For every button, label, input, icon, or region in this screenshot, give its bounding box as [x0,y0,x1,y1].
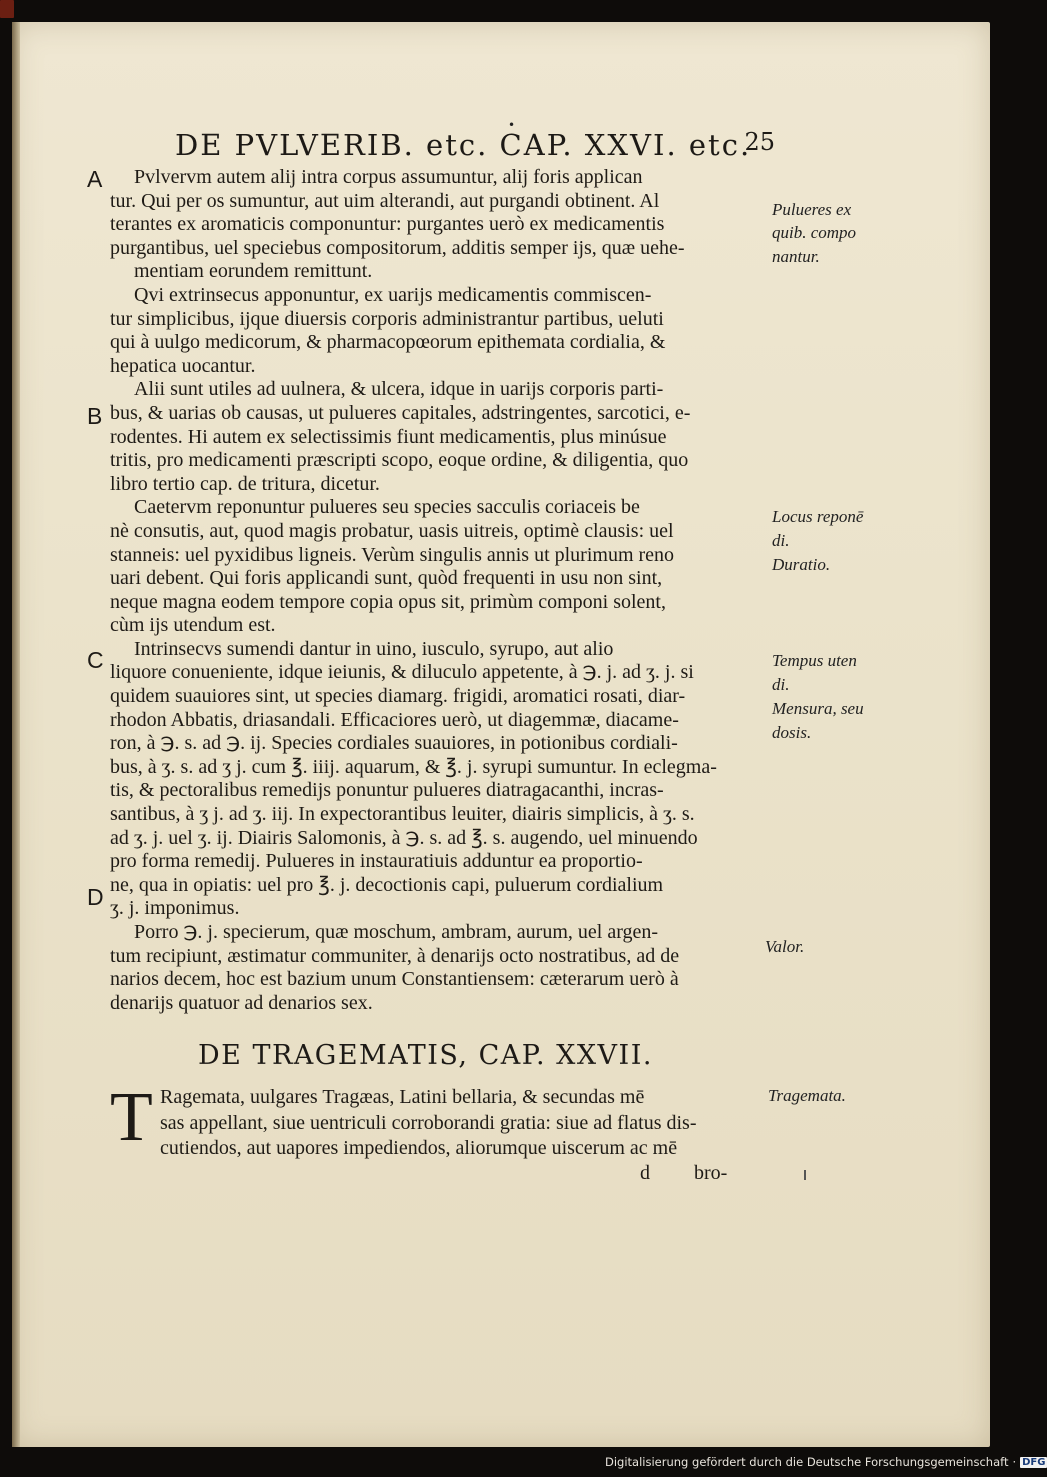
marginal-note: quib. compo [772,223,857,242]
body-line: stanneis: uel pyxidibus ligneis. Verùm singulis annis ut plurimum reno [110,543,675,566]
body-line: ron, à ℈. s. ad ℈. ij. Species cordiales suauiores, in potionibus cordiali- [110,732,678,755]
body-line: quidem suauiores sint, ut species diamarg. frigidi, aromatici rosati, diar- [110,685,686,708]
body-line: neque magna eodem tempore copia opus sit, primùm componi solent, [110,590,666,613]
marginal-note: di. [772,531,790,550]
chapter-line: Ragemata, uulgares Tragæas, Latini bellaria, & secundas mē [160,1086,645,1108]
body-line: Porro ℈. j. specierum, quæ moschum, ambram, aurum, uel argen- [134,921,659,943]
body-line: rodentes. Hi autem ex selectissimis fiunt medicamentis, plus minúsue [110,425,667,448]
chapter-line: sas appellant, siue uentriculi corroborandi gratia: siue ad flatus dis- [160,1111,697,1134]
body-line: bus, à ʒ. s. ad ʒ j. cum ℥. iiij. aquarum, & ℥. j. syrupi sumuntur. In eclegma- [110,755,717,778]
body-line: liquore conueniente, idque ieiunis, & diluculo appetente, à ℈. j. ad ʒ. j. si [110,661,694,684]
drop-cap: T [110,1079,153,1156]
corner-bookmark [0,0,14,18]
section-letter-b: B [87,403,103,429]
marginal-note: Tragemata. [768,1086,846,1105]
body-line: tum recipiunt, æstimatur communiter, à denarijs octo nostratibus, ad de [110,944,680,967]
body-line: terantes ex aromaticis componuntur: purgantes uerò ex medicamentis [110,213,665,236]
chapter-heading: DE TRAGEMATIS, CAP. XXVII. [198,1040,653,1071]
running-header [175,128,775,168]
section-letter-d: D [87,884,104,910]
body-line: tritis, pro medicamenti præscripti scopo, eoque ordine, & diligentia, quo [110,449,689,472]
footer-text: Digitalisierung gefördert durch die Deutsche Forschungsgemeinschaft [605,1455,1009,1469]
body-line: ʒ. j. imponimus. [110,897,240,920]
body-line: Qvi extrinsecus apponuntur, ex uarijs medicamentis commiscen- [134,283,652,306]
body-line: bus, & uarias ob causas, ut pulueres capitales, adstringentes, sarcotici, e- [110,401,691,424]
running-title: DE PVLVERIB. etc. CAP. XXVI. etc. [175,128,752,162]
page-spine-shadow [12,22,20,1447]
body-line: nè consutis, aut, quod magis probatur, uasis uitreis, optimè clausis: uel [110,519,674,542]
body-line: purgantibus, uel speciebus compositorum, additis semper ijs, quæ uehe- [110,236,685,259]
body-line: santibus, à ʒ j. ad ʒ. iij. In expectorantibus leuiter, diairis simplicis, à ʒ. s. [110,803,695,826]
body-line: Intrinsecvs sumendi dantur in uino, iusculo, syrupo, aut alio [134,637,614,660]
marginal-note: Pulueres ex [772,200,852,219]
body-line: ne, qua in opiatis: uel pro ℥. j. decoctionis capi, puluerum cordialium [110,873,664,896]
body-line: rhodon Abbatis, driasandali. Efficaciores uerò, ut diagemmæ, diacame- [110,708,679,731]
body-line: tur. Qui per os sumuntur, aut uim alterandi, aut purgandi obtinent. Al [110,189,660,212]
body-line: tis, & pectoralibus remedijs ponuntur pulueres diatragacanthi, incras- [110,779,664,802]
marginal-note: Duratio. [772,555,831,574]
marginal-note: nantur. [772,247,820,266]
digitization-footer [605,1452,1046,1472]
body-line: mentiam eorundem remittunt. [134,260,373,283]
footer-separator: · [1012,1455,1017,1469]
ink-mark [804,1170,806,1180]
body-line: Pvlvervm autem alij intra corpus assumuntur, alij foris applican [134,166,643,188]
marginal-note: Tempus uten [772,651,857,670]
header-dot: • [508,118,516,132]
body-line: denarijs quatuor ad denarios sex. [110,991,373,1014]
marginal-note: Locus reponē [772,507,864,526]
marginal-note: di. [772,675,790,694]
body-line: uari debent. Qui foris applicandi sunt, quòd frequenti in usu non sint, [110,567,663,590]
catchword: bro- [694,1162,728,1184]
body-line: Alii sunt utiles ad uulnera, & ulcera, idque in uarijs corporis parti- [134,378,664,401]
body-line: qui à uulgo medicorum, & pharmacopœorum epithemata cordialia, & [110,331,666,354]
dfg-logo: DFG [1022,1456,1046,1468]
body-text [110,166,775,1015]
section-letter-c: C [87,647,104,673]
chapter-text [110,1079,775,1162]
body-line: libro tertio cap. de tritura, dicetur. [110,472,380,495]
body-line: ad ʒ. j. uel ʒ. ij. Diairis Salomonis, à ℈. s. ad ℥. s. augendo, uel minuendo [110,826,698,849]
folio-number: 25 [744,128,775,156]
section-letter-a: A [87,166,103,192]
body-line: Caetervm reponuntur pulueres seu species sacculis coriaceis be [134,496,640,519]
body-line: pro forma remedij. Pulueres in instauratiuis adduntur ea proportio- [110,850,643,873]
marginal-note: dosis. [772,723,812,742]
chapter-line: cutiendos, aut uapores impediendos, aliorumque uiscerum ac mē [160,1137,678,1159]
body-line: hepatica uocantur. [110,354,256,377]
signature-catchword-line [640,1162,780,1185]
body-line: tur simplicibus, ijque diuersis corporis administrantur partibus, ueluti [110,307,664,330]
body-line: cùm ijs utendum est. [110,614,276,637]
marginal-note: Valor. [765,937,805,956]
marginal-note: Mensura, seu [772,699,864,718]
signature-mark: d [640,1162,650,1184]
body-line: narios decem, hoc est bazium unum Constantiensem: cæterarum uerò à [110,968,679,991]
